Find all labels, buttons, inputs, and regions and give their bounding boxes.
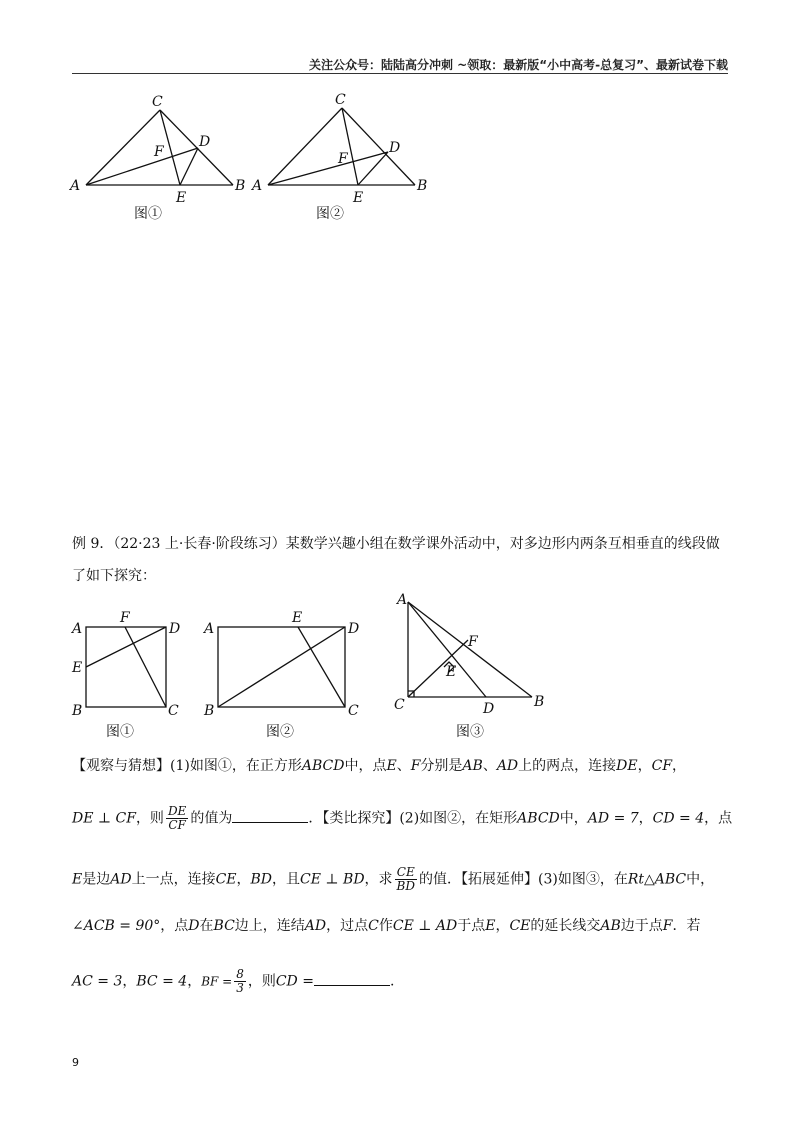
label-A: A: [252, 178, 263, 194]
label-A: A: [70, 178, 81, 194]
example-figure-3: [390, 588, 560, 748]
question-part-3-line-2: AC = 3，BC = 4，BF = $\frac{8}{3}$ ，则CD = .: [72, 967, 395, 995]
page-number: 9: [72, 1056, 79, 1069]
example-figure-2: [200, 605, 380, 745]
top-figure-1: [70, 90, 263, 225]
label-E: E: [72, 660, 83, 676]
question-part-3-line-1: ∠ACB = 90°，点D在BC边上，连结AD，过点C作CE ⊥ AD于点E，CE的延长线交AB边于点F．若: [72, 918, 701, 934]
figure-caption: 图①: [106, 724, 134, 740]
label-D: D: [483, 701, 495, 717]
label-A: A: [397, 592, 408, 608]
example-intro-line-2: 了如下探究：: [72, 568, 156, 584]
label-B: B: [72, 703, 83, 719]
fraction-8-3: $\frac{8}{3}$: [236, 967, 244, 995]
label-E: E: [176, 190, 187, 206]
label-F: F: [338, 151, 348, 167]
label-B: B: [534, 694, 545, 710]
label-F: F: [120, 610, 130, 626]
figure-caption: 图③: [456, 724, 484, 740]
label-E: E: [353, 190, 364, 206]
label-A: A: [204, 621, 215, 637]
top-figure-2: [250, 90, 440, 225]
label-E: E: [446, 664, 457, 680]
figure-caption: 图②: [316, 206, 344, 222]
label-C: C: [348, 703, 359, 719]
figure-caption: 图①: [134, 206, 162, 222]
example-figure-1: [70, 605, 200, 745]
label-B: B: [417, 178, 428, 194]
label-D: D: [389, 140, 401, 156]
label-C: C: [335, 92, 346, 108]
answer-blank-1[interactable]: [232, 822, 308, 823]
label-D: D: [169, 621, 181, 637]
label-F: F: [468, 634, 478, 650]
label-A: A: [72, 621, 83, 637]
example-intro-line-1: 例 9．（22·23 上·长春·阶段练习）某数学兴趣小组在数学课外活动中，对多边形内两条互相垂直的线段做: [72, 536, 720, 552]
label-D: D: [199, 134, 211, 150]
answer-blank-2[interactable]: [314, 985, 390, 986]
page-header-text: 关注公众号：陆陆高分冲刺 ~领取：最新版“小中高考-总复习”、最新试卷下载: [309, 58, 728, 72]
label-C: C: [394, 697, 405, 713]
label-F: F: [154, 144, 164, 160]
label-C: C: [152, 94, 163, 110]
question-part-1-line-2: DE ⊥ CF，则 $\frac{DE}{CF}$ 的值为 ．【类比探究】(2)如图②，在矩形ABCD中，AD = 7，CD = 4，点: [72, 804, 733, 832]
header-rule: [72, 73, 728, 74]
question-part-1-line-1: 【观察与猜想】(1)如图①，在正方形ABCD中，点E、F分别是AB、AD上的两点，连接DE，CF，: [72, 758, 687, 774]
label-B: B: [204, 703, 215, 719]
label-E: E: [292, 610, 303, 626]
question-part-2-line: E是边AD上一点，连接CE，BD，且CE ⊥ BD，求 $\frac{CE}{BD}$ 的值．【拓展延伸】(3)如图③，在Rt△ABC中，: [72, 865, 715, 893]
fraction-de-cf: $\frac{DE}{CF}$: [167, 804, 187, 832]
label-C: C: [168, 703, 179, 719]
fraction-ce-bd: $\frac{CE}{BD}$: [396, 865, 415, 893]
figure-caption: 图②: [266, 724, 294, 740]
label-B: B: [235, 178, 246, 194]
label-D: D: [348, 621, 360, 637]
